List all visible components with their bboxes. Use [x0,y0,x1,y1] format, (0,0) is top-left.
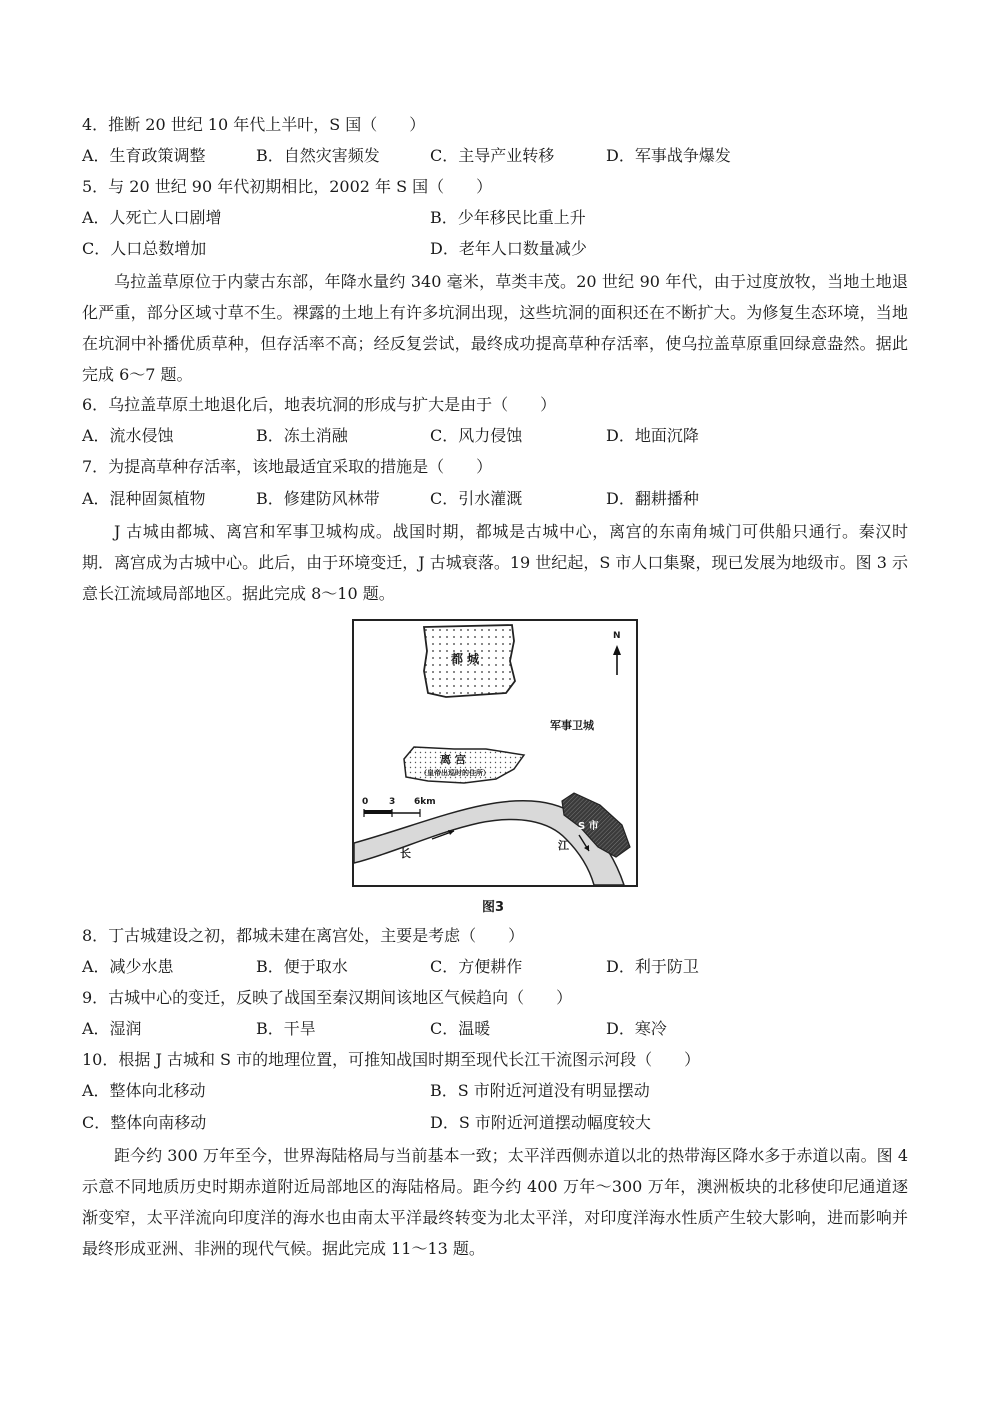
north-arrow-head [613,645,621,655]
scale-label-6km: 6km [414,797,436,807]
q10-option-c: C．整体向南移动 [82,1113,207,1132]
q4-option-a: A．生育政策调整 [82,146,206,165]
q7-option-a: A．混种固氮植物 [82,489,206,508]
q10-option-b: B．S 市附近河道没有明显摆动 [430,1081,650,1100]
q4-option-c: C．主导产业转移 [430,146,555,165]
label-garrison: 军事卫城 [550,719,594,732]
passage-sea-land: 距今约 300 万年至今，世界海陆格局与当前基本一致；太平洋西侧赤道以北的热带海区降水多于赤道以南。图 4 示意不同地质历史时期赤道附近局部地区的海陆格局。距今约 400 万年～300 万年，澳洲板块的北移使印尼通道逐渐变窄，太平洋流向印度洋的海水也由南太平洋最终转变为北太平洋，对印度洋海水性质产生较大影响，进而影响并最终形成亚洲、非洲的现代气候。据此完成 11～13 题。 [82,1146,908,1258]
q6-option-b: B．冻土消融 [256,426,348,445]
q5-option-a: A．人死亡人口剧增 [82,208,222,227]
passage-grassland: 乌拉盖草原位于内蒙古东部，年降水量约 340 毫米，草类丰茂。20 世纪 90 年代，由于过度放牧，当地土地退化严重，部分区域寸草不生。裸露的土地上有许多坑洞出现，这些坑洞的面积还在不断扩大。为修复生态环境，当地在坑洞中补播优质草种，但存活率不高；经反复尝试，最终成功提高草种存活率，使乌拉盖草原重回绿意盎然。据此完成 6～7 题。 [82,272,908,384]
q5-stem: 5．与 20 世纪 90 年代初期相比，2002 年 S 国（ ） [82,177,493,196]
q6-option-c: C．风力侵蚀 [430,426,523,445]
scale-bar-segment [364,810,392,814]
q7-stem: 7．为提高草种存活率，该地最适宜采取的措施是（ ） [82,457,493,476]
q5-option-d: D．老年人口数量减少 [430,239,587,258]
q9-option-c: C．温暖 [430,1019,491,1038]
q9-stem: 9．古城中心的变迁，反映了战国至秦汉期间该地区气候趋向（ ） [82,988,573,1007]
figure-caption: 图3 [482,900,505,915]
q8-option-b: B．便于取水 [256,957,348,976]
label-capital: 都 城 [451,652,480,666]
figure-3-map [352,619,638,887]
label-palace-note: （皇帝出巡时的住所） [420,769,490,777]
q6-stem: 6．乌拉盖草原土地退化后，地表坑洞的形成与扩大是由于（ ） [82,395,557,414]
q10-stem: 10．根据 J 古城和 S 市的地理位置，可推知战国时期至现代长江干流图示河段（ ） [82,1050,701,1069]
q7-option-c: C．引水灌溉 [430,489,523,508]
q10-option-a: A．整体向北移动 [82,1081,206,1100]
q6-option-d: D．地面沉降 [606,426,699,445]
q8-option-c: C．方便耕作 [430,957,523,976]
q10-option-d: D．S 市附近河道摆动幅度较大 [430,1113,651,1132]
q4-option-d: D．军事战争爆发 [606,146,731,165]
label-north: N [613,631,621,641]
label-palace: 离 宫 [440,753,466,766]
scale-label-3: 3 [389,797,396,807]
q7-option-b: B．修建防风林带 [256,489,380,508]
q9-option-d: D．寒冷 [606,1019,667,1038]
passage-ancient-city: J 古城由都城、离宫和军事卫城构成。战国时期，都城是古城中心，离宫的东南角城门可供船只通行。秦汉时期．离宫成为古城中心。此后，由于环境变迁，J 古城衰落。19 世纪起，S 市人口集聚，现已发展为地级市。图 3 示意长江流域局部地区。据此完成 8～10 题。 [82,522,908,603]
label-river-jiang: 江 [558,839,569,852]
q8-option-a: A．减少水患 [82,957,174,976]
q6-option-a: A．流水侵蚀 [82,426,174,445]
scale-label-0: 0 [362,797,369,807]
q9-option-a: A．湿润 [82,1019,142,1038]
q8-option-d: D．利于防卫 [606,957,699,976]
q8-stem: 8．丁古城建设之初，都城未建在离宫处，主要是考虑（ ） [82,926,525,945]
label-s-city: S 市 [578,821,599,832]
map-svg [354,621,636,885]
q9-option-b: B．干旱 [256,1019,316,1038]
label-river-chang: 长 [400,847,411,860]
q4-stem: 4．推断 20 世纪 10 年代上半叶，S 国（ ） [82,115,426,134]
q7-option-d: D．翻耕播种 [606,489,699,508]
q4-option-b: B．自然灾害频发 [256,146,380,165]
q5-option-c: C．人口总数增加 [82,239,207,258]
q5-option-b: B．少年移民比重上升 [430,208,586,227]
